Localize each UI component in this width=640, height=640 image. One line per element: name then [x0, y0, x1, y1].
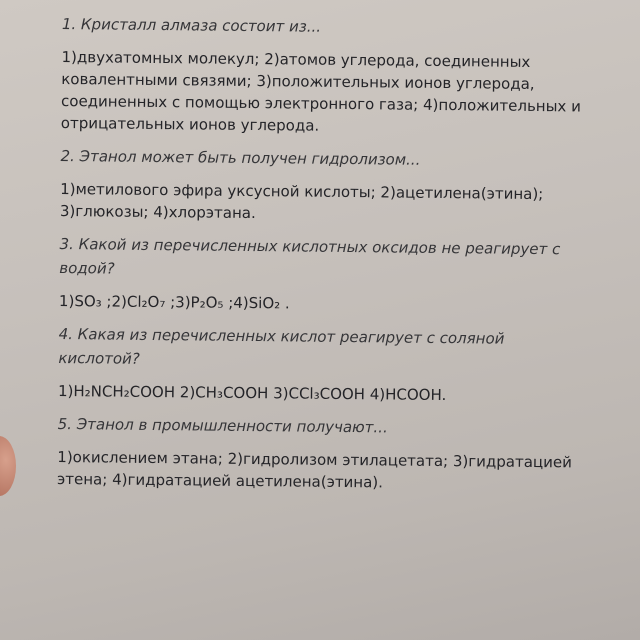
question-3: 3. Какой из перечисленных кислотных оксидов не реагирует с водой?	[59, 234, 561, 278]
finger-at-edge	[0, 436, 16, 496]
question-1: 1. Кристалл алмаза состоит из...	[61, 14, 322, 36]
document-body	[57, 12, 632, 506]
answer-options-1: 1)двухатомных молекул; 2)атомов углерода, соединенных ковалентными связями; 3)положительных ионов углерода, соединенных с помощью электронного газа; 4)положительных и отрицательных ионов углерода.	[60, 47, 581, 135]
answer-options-3: 1)SO₃ ;2)Cl₂O₇ ;3)P₂O₅ ;4)SiO₂ .	[58, 291, 290, 313]
question-5: 5. Этанол в промышленности получают...	[57, 414, 388, 437]
answer-options-4: 1)H₂NCH₂COOH 2)CH₃COOH 3)CCl₃COOH 4)HCOOH.	[57, 381, 447, 405]
answer-options-2: 1)метилового эфира уксусной кислоты; 2)ацетилена(этина); 3)глюкозы; 4)хлорэтана.	[59, 179, 544, 223]
question-4: 4. Какая из перечисленных кислот реагирует с соляной кислотой?	[58, 324, 505, 368]
question-2: 2. Этанол может быть получен гидролизом...	[60, 146, 421, 169]
answer-options-5: 1)окислением этана; 2)гидролизом этилацетата; 3)гидратацией этена; 4)гидратацией ацетилена(этина).	[57, 447, 572, 492]
